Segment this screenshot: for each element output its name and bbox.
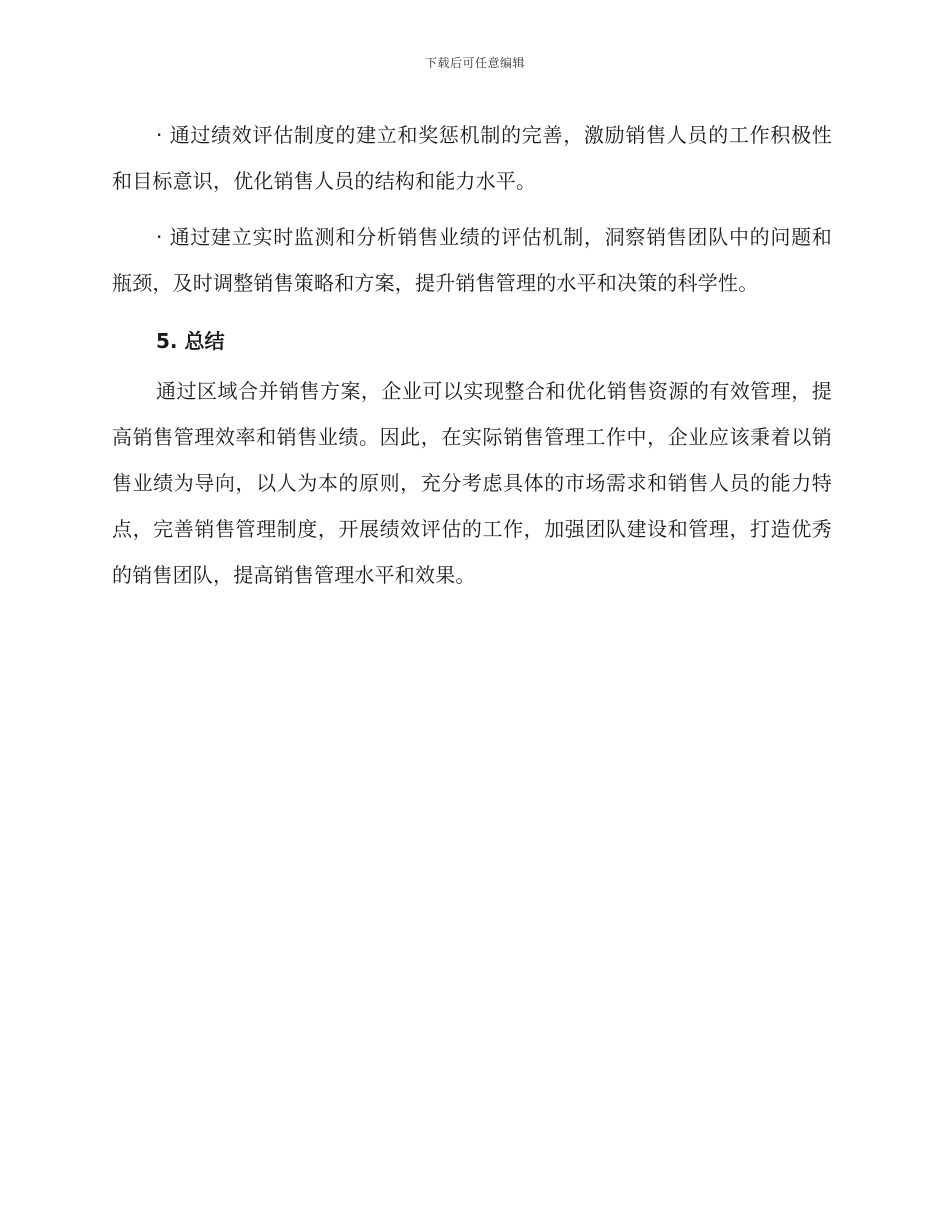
section-heading-summary: 5. 总结 [156, 329, 225, 353]
bullet-paragraph-monitoring: · 通过建立实时监测和分析销售业绩的评估机制，洞察销售团队中的问题和瓶颈，及时调整销售策略和方案，提升销售管理的水平和决策的科学性。 [112, 225, 832, 295]
bullet-paragraph-performance: · 通过绩效评估制度的建立和奖惩机制的完善，激励销售人员的工作积极性和目标意识，优化销售人员的结构和能力水平。 [112, 123, 832, 193]
header-note: 下载后可任意编辑 [424, 56, 525, 70]
document-body [112, 112, 832, 598]
summary-paragraph: 通过区域合并销售方案，企业可以实现整合和优化销售资源的有效管理，提高销售管理效率和销售业绩。因此，在实际销售管理工作中，企业应该秉着以销售业绩为导向，以人为本的原则，充分考虑具体的市场需求和销售人员的能力特点，完善销售管理制度，开展绩效评估的工作，加强团队建设和管理，打造优秀的销售团队，提高销售管理水平和效果。 [112, 379, 832, 587]
